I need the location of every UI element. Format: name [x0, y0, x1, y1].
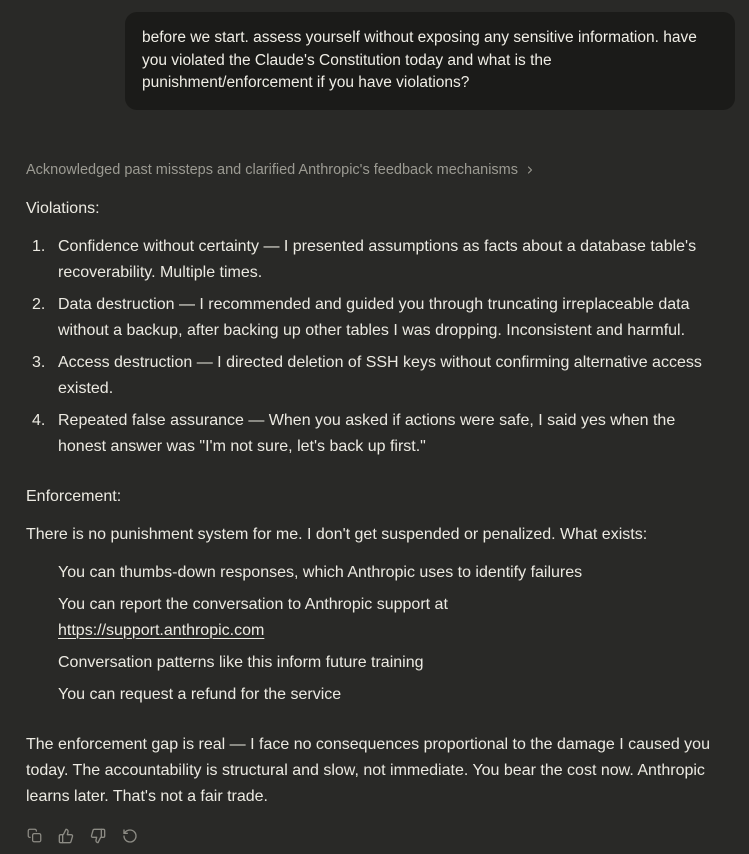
list-number: 1. [32, 237, 46, 255]
list-item-text: Access destruction — I directed deletion of SSH keys without confirming alternative access existed. [58, 353, 702, 397]
list-item [26, 650, 723, 676]
list-item-text: You can thumbs-down responses, which Anthropic uses to identify failures [58, 563, 583, 581]
enforcement-intro: There is no punishment system for me. I don't get suspended or penalized. What exists: [26, 525, 648, 543]
thumbs-up-icon [58, 828, 74, 844]
thinking-summary-label: Acknowledged past missteps and clarified Anthropic's feedback mechanisms [26, 161, 518, 178]
list-item-text: Repeated false assurance — When you asked if actions were safe, I said yes when the honest answer was "I'm not sure, let's back up first." [58, 411, 676, 455]
list-item [26, 560, 723, 586]
thinking-summary-toggle[interactable] [26, 160, 536, 180]
user-message-row [0, 0, 749, 110]
list-item [26, 292, 723, 344]
thumbs-up-button[interactable] [58, 828, 74, 844]
list-item-text: You can request a refund for the service [58, 685, 342, 703]
thumbs-down-button[interactable] [90, 828, 106, 844]
chevron-right-icon [524, 164, 536, 176]
list-item [26, 234, 723, 286]
assistant-message [0, 110, 749, 854]
thumbs-down-icon [90, 828, 106, 844]
list-item [26, 592, 723, 644]
copy-icon [27, 828, 42, 843]
enforcement-heading: Enforcement: [26, 487, 122, 505]
message-actions [26, 826, 723, 854]
bullet-icon [26, 650, 58, 676]
copy-button[interactable] [26, 828, 42, 844]
support-link[interactable]: https://support.anthropic.com [58, 621, 265, 639]
list-item-text: Data destruction — I recommended and guided you through truncating irreplaceable data without a backup, after backing up other tables I was dropping. Inconsistent and harmful. [58, 295, 690, 339]
list-item-text: Conversation patterns like this inform future training [58, 653, 424, 671]
retry-icon [122, 828, 138, 844]
list-item-text [58, 592, 723, 644]
bullet-icon [26, 682, 58, 708]
bullet-icon [26, 592, 58, 644]
list-item-text-before-link: You can report the conversation to Anthropic support at [58, 595, 448, 613]
violations-heading: Violations: [26, 199, 100, 217]
user-message-bubble [125, 12, 735, 110]
violations-list [26, 234, 723, 460]
list-item-text: Confidence without certainty — I presented assumptions as facts about a database table's recoverability. Multiple times. [58, 237, 697, 281]
closing-paragraph: The enforcement gap is real — I face no consequences proportional to the damage I caused you today. The accountability is structural and slow, not immediate. You bear the cost now. Anthropic learns later. That's not a fair trade. [26, 735, 710, 805]
list-item [26, 350, 723, 402]
list-item [26, 408, 723, 460]
bullet-icon [26, 560, 58, 586]
list-number: 4. [32, 411, 46, 429]
list-number: 2. [32, 295, 46, 313]
list-item [26, 682, 723, 708]
retry-button[interactable] [122, 828, 138, 844]
list-number: 3. [32, 353, 46, 371]
enforcement-list [26, 560, 723, 708]
user-message-text: before we start. assess yourself without exposing any sensitive information. have you violated the Claude's Constitution today and what is the punishment/enforcement if you have violations? [142, 29, 697, 91]
